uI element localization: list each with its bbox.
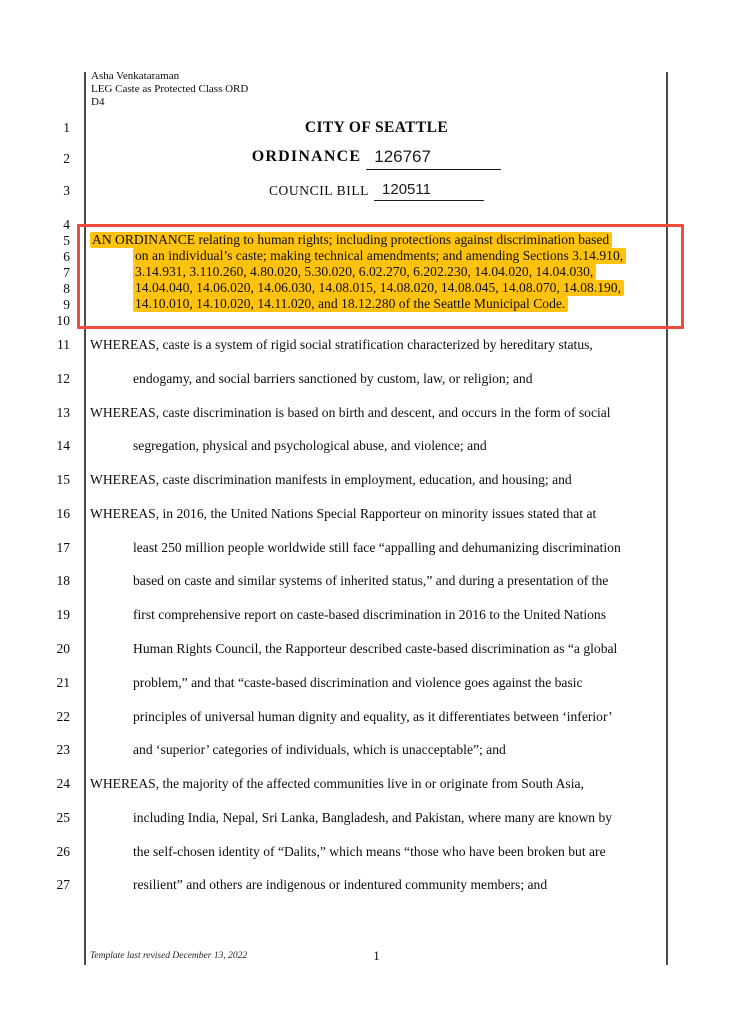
whereas-clause-line (133, 370, 713, 387)
line-text: segregation, physical and psychological abuse, and violence; and (133, 438, 487, 453)
council-bill-row (90, 179, 663, 201)
whereas-clause-line (90, 336, 670, 353)
drafter-name: Asha Venkataraman (91, 70, 180, 82)
whereas-clause-line (133, 843, 713, 860)
whereas-clause-line (90, 471, 670, 488)
ordinance-summary-line (133, 296, 713, 312)
line-text: first comprehensive report on caste-based discrimination in 2016 to the United Nations (133, 607, 607, 622)
drafter-header-block (91, 70, 248, 109)
line-text: WHEREAS, the majority of the affected communities live in or originate from South Asia, (90, 776, 584, 791)
council-bill-underline (374, 176, 484, 201)
line-number: 20 (56, 641, 70, 656)
whereas-clause-line (133, 437, 713, 454)
whereas-clause-line (133, 572, 713, 589)
line-text: WHEREAS, in 2016, the United Nations Special Rapporteur on minority issues stated that at (90, 506, 597, 521)
line-number: 4 (63, 217, 70, 232)
line-number: 7 (63, 265, 70, 280)
line-number: 13 (56, 405, 70, 420)
ordinance-summary-line (133, 264, 713, 280)
line-number: 6 (63, 249, 70, 264)
line-number: 21 (56, 675, 70, 690)
line-number: 25 (56, 810, 70, 825)
whereas-clause-line (133, 539, 713, 556)
line-text: endogamy, and social barriers sanctioned by custom, law, or religion; and (133, 371, 533, 386)
line-number: 11 (57, 337, 70, 352)
ordinance-summary-line (90, 232, 670, 248)
ordinance-label: ORDINANCE (251, 148, 362, 165)
left-margin-rule (84, 72, 86, 965)
line-number: 23 (56, 742, 70, 757)
line-number: 1 (63, 120, 70, 135)
council-bill-number: 120511 (382, 181, 431, 198)
line-number: 16 (56, 506, 70, 521)
line-text: least 250 million people worldwide still face “appalling and dehumanizing discrimination (133, 540, 621, 555)
ordinance-short-title: LEG Caste as Protected Class ORD (91, 83, 249, 95)
council-bill-label: COUNCIL BILL (268, 183, 370, 198)
line-text: problem,” and that “caste-based discrimination and violence goes against the basic (133, 675, 583, 690)
template-revision-note: Template last revised December 13, 2022 (90, 951, 248, 961)
whereas-clause-line (90, 505, 670, 522)
whereas-clause-line (90, 404, 670, 421)
line-number: 24 (56, 776, 70, 791)
whereas-clause-line (133, 809, 713, 826)
line-number: 14 (56, 438, 70, 453)
line-number: 19 (56, 607, 70, 622)
line-number: 3 (63, 183, 70, 198)
district-code: D4 (91, 96, 105, 108)
line-number: 26 (56, 844, 70, 859)
line-text: based on caste and similar systems of inherited status,” and during a presentation of the (133, 573, 609, 588)
line-number: 15 (56, 472, 70, 487)
whereas-clause-line (133, 640, 713, 657)
line-text: Human Rights Council, the Rapporteur described caste-based discrimination as “a global (133, 641, 618, 656)
whereas-clause-line (133, 741, 713, 758)
line-number: 27 (56, 877, 70, 892)
line-number: 22 (56, 709, 70, 724)
line-number: 8 (63, 281, 70, 296)
line-text: WHEREAS, caste discrimination manifests in employment, education, and housing; and (90, 472, 572, 487)
whereas-clause-line (133, 606, 713, 623)
line-text: on an individual’s caste; making technical amendments; and amending Sections 3.14.910, (133, 248, 626, 264)
page-number: 1 (373, 948, 380, 963)
ordinance-summary-line (133, 280, 713, 296)
line-number: 18 (56, 573, 70, 588)
whereas-clause-line (133, 674, 713, 691)
ordinance-summary-line (133, 248, 713, 264)
whereas-clause-line (90, 775, 670, 792)
line-text: AN ORDINANCE relating to human rights; including protections against discrimination based (90, 232, 612, 248)
ordinance-number: 126767 (374, 147, 431, 166)
whereas-clause-line (133, 876, 713, 893)
line-text: and ‘superior’ categories of individuals, which is unacceptable”; and (133, 742, 506, 757)
document-title: CITY OF SEATTLE (304, 119, 449, 136)
line-number: 2 (63, 151, 70, 166)
line-text: the self-chosen identity of “Dalits,” which means “those who have been broken but are (133, 844, 606, 859)
whereas-clause-line (133, 708, 713, 725)
line-number: 10 (56, 313, 70, 328)
line-number: 12 (56, 371, 70, 386)
line-text: 3.14.931, 3.110.260, 4.80.020, 5.30.020, 6.02.270, 6.202.230, 14.04.020, 14.04.030, (133, 264, 596, 280)
line-number: 9 (63, 297, 70, 312)
line-text: including India, Nepal, Sri Lanka, Bangladesh, and Pakistan, where many are known by (133, 810, 613, 825)
line-text: resilient” and others are indigenous or indentured community members; and (133, 877, 548, 892)
line-number: 17 (56, 540, 70, 555)
line-text: WHEREAS, caste discrimination is based on birth and descent, and occurs in the form of social (90, 405, 611, 420)
line-text: 14.10.010, 14.10.020, 14.11.020, and 18.12.280 of the Seattle Municipal Code. (133, 296, 568, 312)
ordinance-number-underline (366, 145, 501, 170)
line-text: principles of universal human dignity and equality, as it differentiates between ‘inferior’ (133, 709, 613, 724)
line-text: 14.04.040, 14.06.020, 14.06.030, 14.08.015, 14.08.020, 14.08.045, 14.08.070, 14.08.190, (133, 280, 624, 296)
line-text: WHEREAS, caste is a system of rigid social stratification characterized by hereditary status, (90, 337, 593, 352)
ordinance-number-row (90, 144, 663, 170)
line-number: 5 (63, 233, 70, 248)
